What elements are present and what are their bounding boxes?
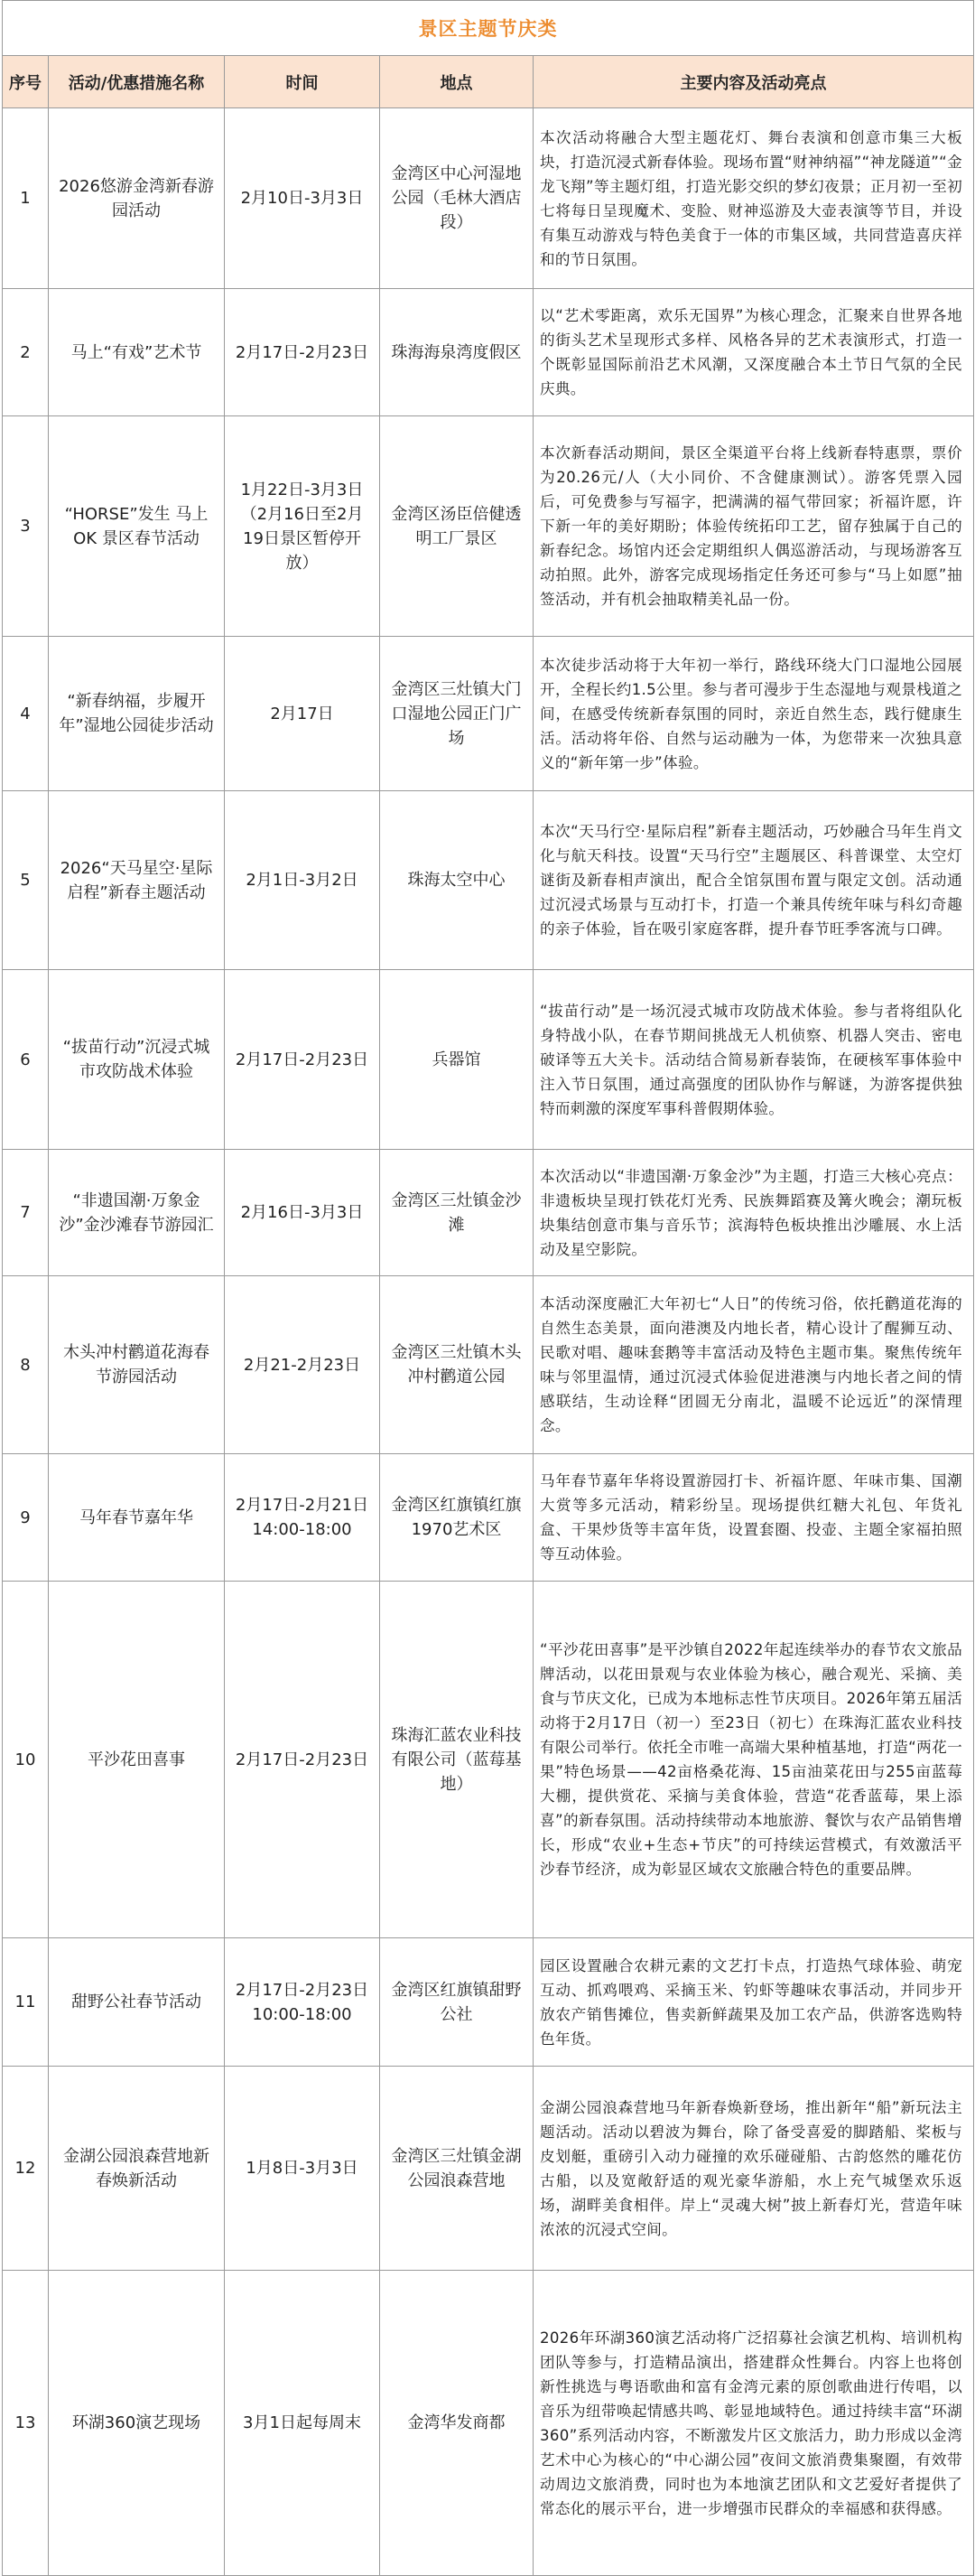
row-location: 金湾区汤臣倍健透明工厂景区	[380, 416, 534, 637]
row-time: 2月17日-2月23日 10:00-18:00	[225, 1938, 380, 2067]
row-name: “拔苗行动”沉浸式城市攻防战术体验	[49, 970, 225, 1150]
table-row	[3, 637, 974, 791]
row-time: 2月17日-2月23日	[225, 970, 380, 1150]
row-name: 2026悠游金湾新春游园活动	[49, 108, 225, 289]
row-index: 13	[3, 2271, 49, 2576]
row-description: 2026年环湖360演艺活动将广泛招募社会演艺机构、培训机构团队等参与，打造精品演出，搭建群众性舞台。内容上也将创新性挑选与粤语歌曲和富有金湾元素的原创歌曲进行传唱，以音乐为纽带唤起情感共鸣、彰显地域特色。通过持续丰富“环湖360”系列活动内容，不断激发片区文旅活力，助力形成以金湾艺术中心为核心的“中心湖公园”夜间文旅消费集聚圈，有效带动周边文旅消费，同时也为本地演艺团队和文艺爱好者提供了常态化的展示平台，进一步增强市民群众的幸福感和获得感。	[534, 2271, 974, 2576]
row-description: 本活动深度融汇大年初七“人日”的传统习俗，依托鹳道花海的自然生态美景，面向港澳及内地长者，精心设计了醒狮互动、民歌对唱、趣味套鹅等丰富活动及特色主题市集。聚焦传统年味与邻里温情，通过沉浸式体验促进港澳与内地长者之间的情感联结，生动诠释“团圆无分南北，温暖不论远近”的深情理念。	[534, 1276, 974, 1454]
table-row	[3, 289, 974, 416]
row-index: 11	[3, 1938, 49, 2067]
table-row	[3, 970, 974, 1150]
header-time: 时间	[225, 56, 380, 108]
row-name: “新春纳福，步履开年”湿地公园徒步活动	[49, 637, 225, 791]
row-index: 1	[3, 108, 49, 289]
row-name: 环湖360演艺现场	[49, 2271, 225, 2576]
row-index: 8	[3, 1276, 49, 1454]
row-name: 木头冲村鹳道花海春节游园活动	[49, 1276, 225, 1454]
row-time: 2月17日-2月23日	[225, 289, 380, 416]
row-description: 金湖公园浪森营地马年新春焕新登场，推出新年“船”新玩法主题活动。活动以碧波为舞台，除了备受喜爱的脚踏船、桨板与皮划艇，重磅引入动力碰撞的欢乐碰碰船、古韵悠然的雕花仿古船，以及宽敞舒适的观光豪华游船，水上充气城堡欢乐返场，湖畔美食相伴。岸上“灵魂大树”披上新春灯光，营造年味浓浓的沉浸式空间。	[534, 2067, 974, 2271]
row-index: 6	[3, 970, 49, 1150]
header-description: 主要内容及活动亮点	[534, 56, 974, 108]
row-location: 金湾区三灶镇木头冲村鹳道公园	[380, 1276, 534, 1454]
row-time: 2月17日-2月23日	[225, 1582, 380, 1938]
row-time: 1月22日-3月3日（2月16日至2月19日景区暂停开放）	[225, 416, 380, 637]
row-name: 金湖公园浪森营地新春焕新活动	[49, 2067, 225, 2271]
row-description: 马年春节嘉年华将设置游园打卡、祈福许愿、年味市集、国潮大赏等多元活动，精彩纷呈。现场提供红糖大礼包、年货礼盒、干果炒货等丰富年货，设置套圈、投壶、主题全家福拍照等互动体验。	[534, 1454, 974, 1582]
row-location: 金湾区中心河湿地公园（毛林大酒店段）	[380, 108, 534, 289]
row-name: “HORSE”发生 马上OK 景区春节活动	[49, 416, 225, 637]
table-row	[3, 1276, 974, 1454]
row-index: 4	[3, 637, 49, 791]
row-name: 2026“天马星空·星际启程”新春主题活动	[49, 791, 225, 970]
row-location: 珠海海泉湾度假区	[380, 289, 534, 416]
table-row	[3, 1150, 974, 1276]
row-location: 珠海太空中心	[380, 791, 534, 970]
row-index: 10	[3, 1582, 49, 1938]
row-name: 马年春节嘉年华	[49, 1454, 225, 1582]
row-time: 2月17日	[225, 637, 380, 791]
header-index: 序号	[3, 56, 49, 108]
table-row	[3, 1454, 974, 1582]
row-location: 珠海汇蓝农业科技有限公司（蓝莓基地）	[380, 1582, 534, 1938]
row-description: 本次新春活动期间，景区全渠道平台将上线新春特惠票，票价为20.26元/人（大小同价、不含健康测试）。游客凭票入园后，可免费参与写福字，把满满的福气带回家；祈福许愿，许下新一年的美好期盼；体验传统拓印工艺，留存独属于自己的新春纪念。场馆内还会定期组织人偶巡游活动，与现场游客互动拍照。此外，游客完成现场指定任务还可参与“马上如愿”抽签活动，并有机会抽取精美礼品一份。	[534, 416, 974, 637]
row-time: 3月1日起每周末	[225, 2271, 380, 2576]
row-description: 以“艺术零距离，欢乐无国界”为核心理念，汇聚来自世界各地的街头艺术呈现形式多样、风格各异的艺术表演形式，打造一个既彰显国际前沿艺术风潮，又深度融合本土节日气氛的全民庆典。	[534, 289, 974, 416]
row-time: 2月16日-3月3日	[225, 1150, 380, 1276]
row-description: 本次活动将融合大型主题花灯、舞台表演和创意市集三大板块，打造沉浸式新春体验。现场布置“财神纳福”“神龙隧道”“金龙飞翔”等主题灯组，打造光影交织的梦幻夜景；正月初一至初七将每日呈现魔术、变脸、财神巡游及大壶表演等节目，并设有集互动游戏与特色美食于一体的市集区域，共同营造喜庆祥和的节日氛围。	[534, 108, 974, 289]
row-name: 平沙花田喜事	[49, 1582, 225, 1938]
row-description: 本次活动以“非遗国潮·万象金沙”为主题，打造三大核心亮点：非遗板块呈现打铁花灯光秀、民族舞蹈赛及篝火晚会；潮玩板块集结创意市集与音乐节；滨海特色板块推出沙雕展、水上活动及星空影院。	[534, 1150, 974, 1276]
header-row	[3, 56, 974, 108]
row-index: 3	[3, 416, 49, 637]
row-description: 园区设置融合农耕元素的文艺打卡点，打造热气球体验、萌宠互动、抓鸡喂鸡、采摘玉米、钓虾等趣味农事活动，并同步开放农产销售摊位，售卖新鲜蔬果及加工农产品，供游客选购特色年货。	[534, 1938, 974, 2067]
row-time: 2月17日-2月21日 14:00-18:00	[225, 1454, 380, 1582]
table-row	[3, 108, 974, 289]
table-row	[3, 2067, 974, 2271]
row-name: “非遗国潮·万象金沙”金沙滩春节游园汇	[49, 1150, 225, 1276]
table-title: 景区主题节庆类	[3, 1, 974, 56]
row-name: 马上“有戏”艺术节	[49, 289, 225, 416]
events-table	[2, 0, 974, 2576]
row-location: 金湾区三灶镇金沙滩	[380, 1150, 534, 1276]
table-row	[3, 2271, 974, 2576]
row-time: 2月1日-3月2日	[225, 791, 380, 970]
row-location: 金湾区三灶镇大门口湿地公园正门广场	[380, 637, 534, 791]
row-index: 12	[3, 2067, 49, 2271]
row-name: 甜野公社春节活动	[49, 1938, 225, 2067]
row-location: 金湾区红旗镇甜野公社	[380, 1938, 534, 2067]
header-location: 地点	[380, 56, 534, 108]
table-row	[3, 1938, 974, 2067]
row-location: 金湾区三灶镇金湖公园浪森营地	[380, 2067, 534, 2271]
row-index: 9	[3, 1454, 49, 1582]
header-name: 活动/优惠措施名称	[49, 56, 225, 108]
row-description: “拔苗行动”是一场沉浸式城市攻防战术体验。参与者将组队化身特战小队，在春节期间挑战无人机侦察、机器人突击、密电破译等五大关卡。活动结合简易新春装饰，在硬核军事体验中注入节日氛围，通过高强度的团队协作与解谜，为游客提供独特而刺激的深度军事科普假期体验。	[534, 970, 974, 1150]
row-index: 2	[3, 289, 49, 416]
row-location: 金湾区红旗镇红旗1970艺术区	[380, 1454, 534, 1582]
row-time: 2月21-2月23日	[225, 1276, 380, 1454]
table-row	[3, 791, 974, 970]
table-row	[3, 1582, 974, 1938]
row-description: 本次徒步活动将于大年初一举行，路线环绕大门口湿地公园展开，全程长约1.5公里。参与者可漫步于生态湿地与观景栈道之间，在感受传统新春氛围的同时，亲近自然生态，践行健康生活。活动将年俗、自然与运动融为一体，为您带来一次独具意义的“新年第一步”体验。	[534, 637, 974, 791]
row-time: 2月10日-3月3日	[225, 108, 380, 289]
row-location: 金湾华发商都	[380, 2271, 534, 2576]
row-description: 本次“天马行空·星际启程”新春主题活动，巧妙融合马年生肖文化与航天科技。设置“天马行空”主题展区、科普课堂、太空灯谜街及新春相声演出，配合全馆氛围布置与限定文创。活动通过沉浸式场景与互动打卡，打造一个兼具传统年味与科幻奇趣的亲子体验，旨在吸引家庭客群，提升春节旺季客流与口碑。	[534, 791, 974, 970]
table-row	[3, 416, 974, 637]
row-index: 5	[3, 791, 49, 970]
row-description: “平沙花田喜事”是平沙镇自2022年起连续举办的春节农文旅品牌活动，以花田景观与农业体验为核心，融合观光、采摘、美食与节庆文化，已成为本地标志性节庆项目。2026年第五届活动将于2月17日（初一）至23日（初七）在珠海汇蓝农业科技有限公司举行。依托全市唯一高端大果种植基地，打造“两花一果”特色场景——42亩格桑花海、15亩油菜花田与255亩蓝莓大棚，提供赏花、采摘与美食体验，营造“花香蓝莓，果上添喜”的新春氛围。活动持续带动本地旅游、餐饮与农产品销售增长，形成“农业+生态+节庆”的可持续运营模式，有效激活平沙春节经济，成为彰显区域农文旅融合特色的重要品牌。	[534, 1582, 974, 1938]
row-time: 1月8日-3月3日	[225, 2067, 380, 2271]
row-location: 兵器馆	[380, 970, 534, 1150]
row-index: 7	[3, 1150, 49, 1276]
